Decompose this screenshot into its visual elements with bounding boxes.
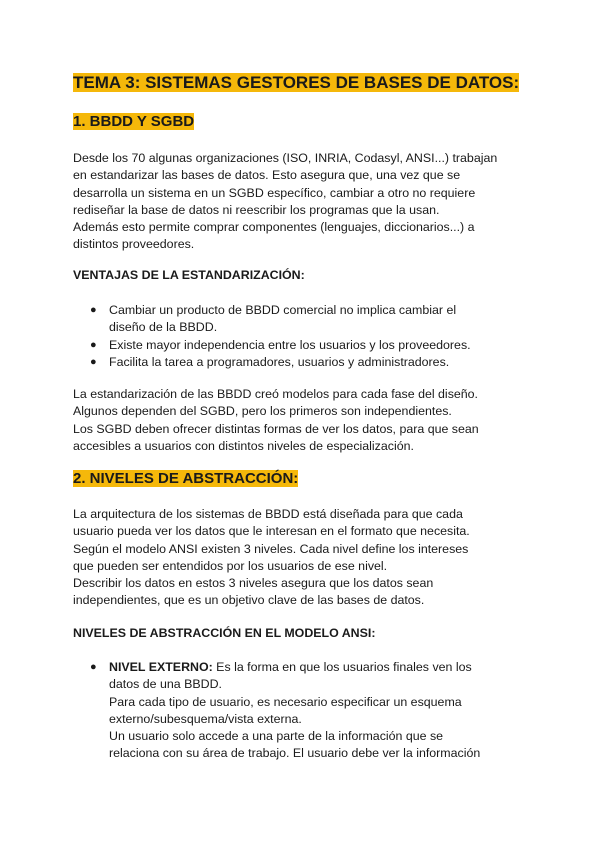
list-item: ● Facilita la tarea a programadores, usuarios y administradores. xyxy=(73,354,535,371)
advantages-subheading: VENTAJAS DE LA ESTANDARIZACIÓN: xyxy=(73,268,305,282)
advantages-list xyxy=(73,302,535,371)
title-highlight: TEMA 3: SISTEMAS GESTORES DE BASES DE DATOS: xyxy=(73,73,520,92)
section-1-paragraph-1: Desde los 70 algunas organizaciones (ISO, INRIA, Codasyl, ANSI...) trabajan en estandarizar las bases de datos. Esto asegura que, una vez que se desarrolla un sistema en un SGBD específico, cambiar a otro no requiere rediseñar la base de datos ni reescribir los programas que la usan. Además esto permite comprar componentes (lenguajes, diccionarios...) a distintos proveedores. xyxy=(73,151,498,252)
bullet-icon: ● xyxy=(90,661,97,673)
external-level-label: NIVEL EXTERNO: xyxy=(109,660,213,674)
document-title xyxy=(73,72,519,94)
bullet-icon: ● xyxy=(90,338,97,351)
section-1-heading: 1. BBDD Y SGBD xyxy=(73,113,195,130)
section-1-paragraph-2: La estandarización de las BBDD creó modelos para cada fase del diseño. Algunos dependen del SGBD, pero los primeros son independientes. Los SGBD deben ofrecer distintas formas de ver los datos, para que sean accesibles a usuarios con distintos niveles de especialización. xyxy=(73,387,479,453)
ansi-levels-list xyxy=(73,659,535,763)
list-item: ● Cambiar un producto de BBDD comercial no implica cambiar el diseño de la BBDD. xyxy=(90,303,457,335)
ansi-levels-subheading: NIVELES DE ABSTRACCIÓN EN EL MODELO ANSI: xyxy=(73,626,376,640)
section-2-heading: 2. NIVELES DE ABSTRACCIÓN: xyxy=(73,470,299,487)
section-2-paragraph-1: La arquitectura de los sistemas de BBDD está diseñada para que cada usuario pueda ver los datos que le interesan en el formato que necesita. Según el modelo ANSI existen 3 niveles. Cada nivel define los intereses que pueden ser entendidos por los usuarios de ese nivel. Describir los datos en estos 3 niveles asegura que los datos sean independientes, que es un objetivo clave de las bases de datos. xyxy=(73,507,470,608)
bullet-icon: ● xyxy=(90,355,97,368)
bullet-icon: ● xyxy=(90,304,97,316)
list-item: ● NIVEL EXTERNO: Es la forma en que los usuarios finales ven los datos de una BBDD. Para cada tipo de usuario, es necesario especificar un esquema externo/subesquema/vista externa. Un usuario solo accede a una parte de la información que se relaciona con su área de trabajo. El usuario debe ver la información xyxy=(90,660,481,761)
list-item: ● Existe mayor independencia entre los usuarios y los proveedores. xyxy=(73,337,535,354)
